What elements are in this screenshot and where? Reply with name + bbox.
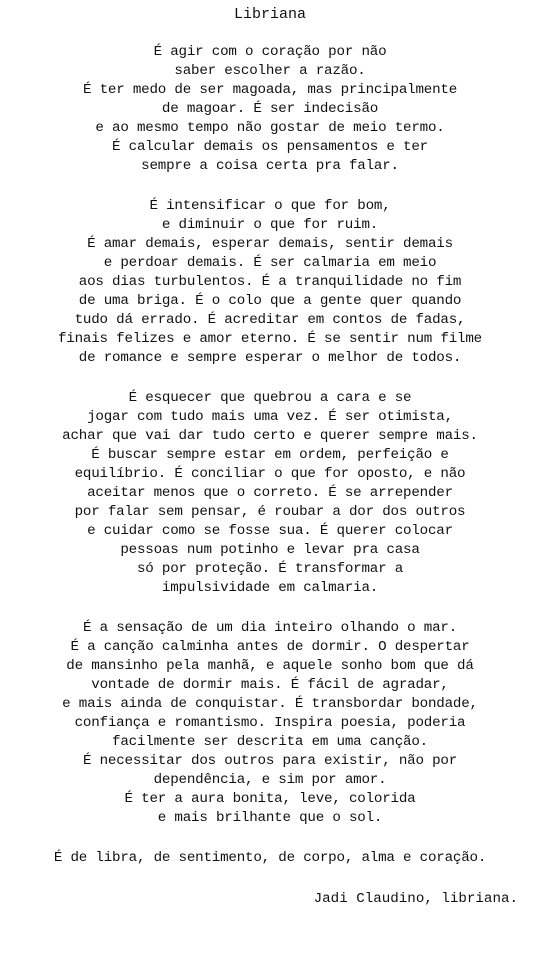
poem-line: e perdoar demais. É ser calmaria em meio: [103, 255, 437, 271]
poem-line: achar que vai dar tudo certo e querer sempre mais.: [62, 428, 478, 444]
closing-line: É de libra, de sentimento, de corpo, alma e coração.: [53, 850, 487, 866]
poem-line: aos dias turbulentos. É a tranquilidade no fim: [78, 274, 462, 290]
poem-line: só por proteção. É transformar a: [136, 561, 404, 577]
author-signature: Jadi Claudino, libriana.: [313, 891, 518, 907]
stanza-3: [0, 389, 540, 598]
poem-line: finais felizes e amor eterno. É se sentir num filme: [57, 331, 482, 347]
stanza-2: [0, 197, 540, 368]
stanza-4: [0, 619, 540, 828]
poem-line: equilíbrio. É conciliar o que for oposto, e não: [74, 466, 466, 482]
stanza-1: [0, 43, 540, 176]
poem-line: É agir com o coração por não: [153, 44, 387, 60]
poem-line: sempre a coisa certa pra falar.: [141, 158, 399, 174]
poem-line: de uma briga. É o colo que a gente quer quando: [78, 293, 462, 309]
poem-line: tudo dá errado. É acreditar em contos de fadas,: [74, 312, 466, 328]
poem-line: e ao mesmo tempo não gostar de meio termo.: [95, 120, 445, 136]
poem-line: pessoas num potinho e levar pra casa: [120, 542, 420, 558]
poem-line: É ter medo de ser magoada, mas principalmente: [82, 82, 458, 98]
poem-line: e diminuir o que for ruim.: [161, 217, 379, 233]
poem-line: e mais brilhante que o sol.: [157, 810, 383, 826]
poem-line: É intensificar o que for bom,: [149, 198, 391, 214]
poem-line: de magoar. É ser indecisão: [161, 101, 379, 117]
poem-line: de romance e sempre esperar o melhor de todos.: [78, 350, 462, 366]
poem-line: É buscar sempre estar em ordem, perfeição e: [91, 447, 449, 463]
poem-line: e cuidar como se fosse sua. É querer colocar: [87, 523, 453, 539]
poem-line: É ter a aura bonita, leve, colorida: [124, 791, 416, 807]
poem-line: dependência, e sim por amor.: [153, 772, 387, 788]
poem-title: Libriana: [233, 6, 306, 23]
poem-line: confiança e romantismo. Inspira poesia, poderia: [74, 715, 466, 731]
poem-line: e mais ainda de conquistar. É transbordar bondade,: [62, 696, 478, 712]
poem-line: É necessitar dos outros para existir, não por: [82, 753, 458, 769]
poem-line: vontade de dormir mais. É fácil de agradar,: [91, 677, 449, 693]
poem-line: aceitar menos que o correto. É se arrepender: [87, 485, 453, 501]
poem-line: de mansinho pela manhã, e aquele sonho bom que dá: [66, 658, 474, 674]
poem-line: por falar sem pensar, é roubar a dor dos outros: [74, 504, 466, 520]
poem-line: É esquecer que quebrou a cara e se: [128, 390, 412, 406]
poem-line: impulsividade em calmaria.: [161, 580, 379, 596]
poem-line: É amar demais, esperar demais, sentir demais: [87, 236, 453, 252]
poem-line: saber escolher a razão.: [174, 63, 366, 79]
poem-line: facilmente ser descrita em uma canção.: [112, 734, 428, 750]
poem-line: jogar com tudo mais uma vez. É ser otimista,: [87, 409, 453, 425]
poem-line: É a sensação de um dia inteiro olhando o mar.: [82, 620, 458, 636]
poem-line: É a canção calminha antes de dormir. O despertar: [70, 639, 470, 655]
poem-line: É calcular demais os pensamentos e ter: [112, 139, 428, 155]
